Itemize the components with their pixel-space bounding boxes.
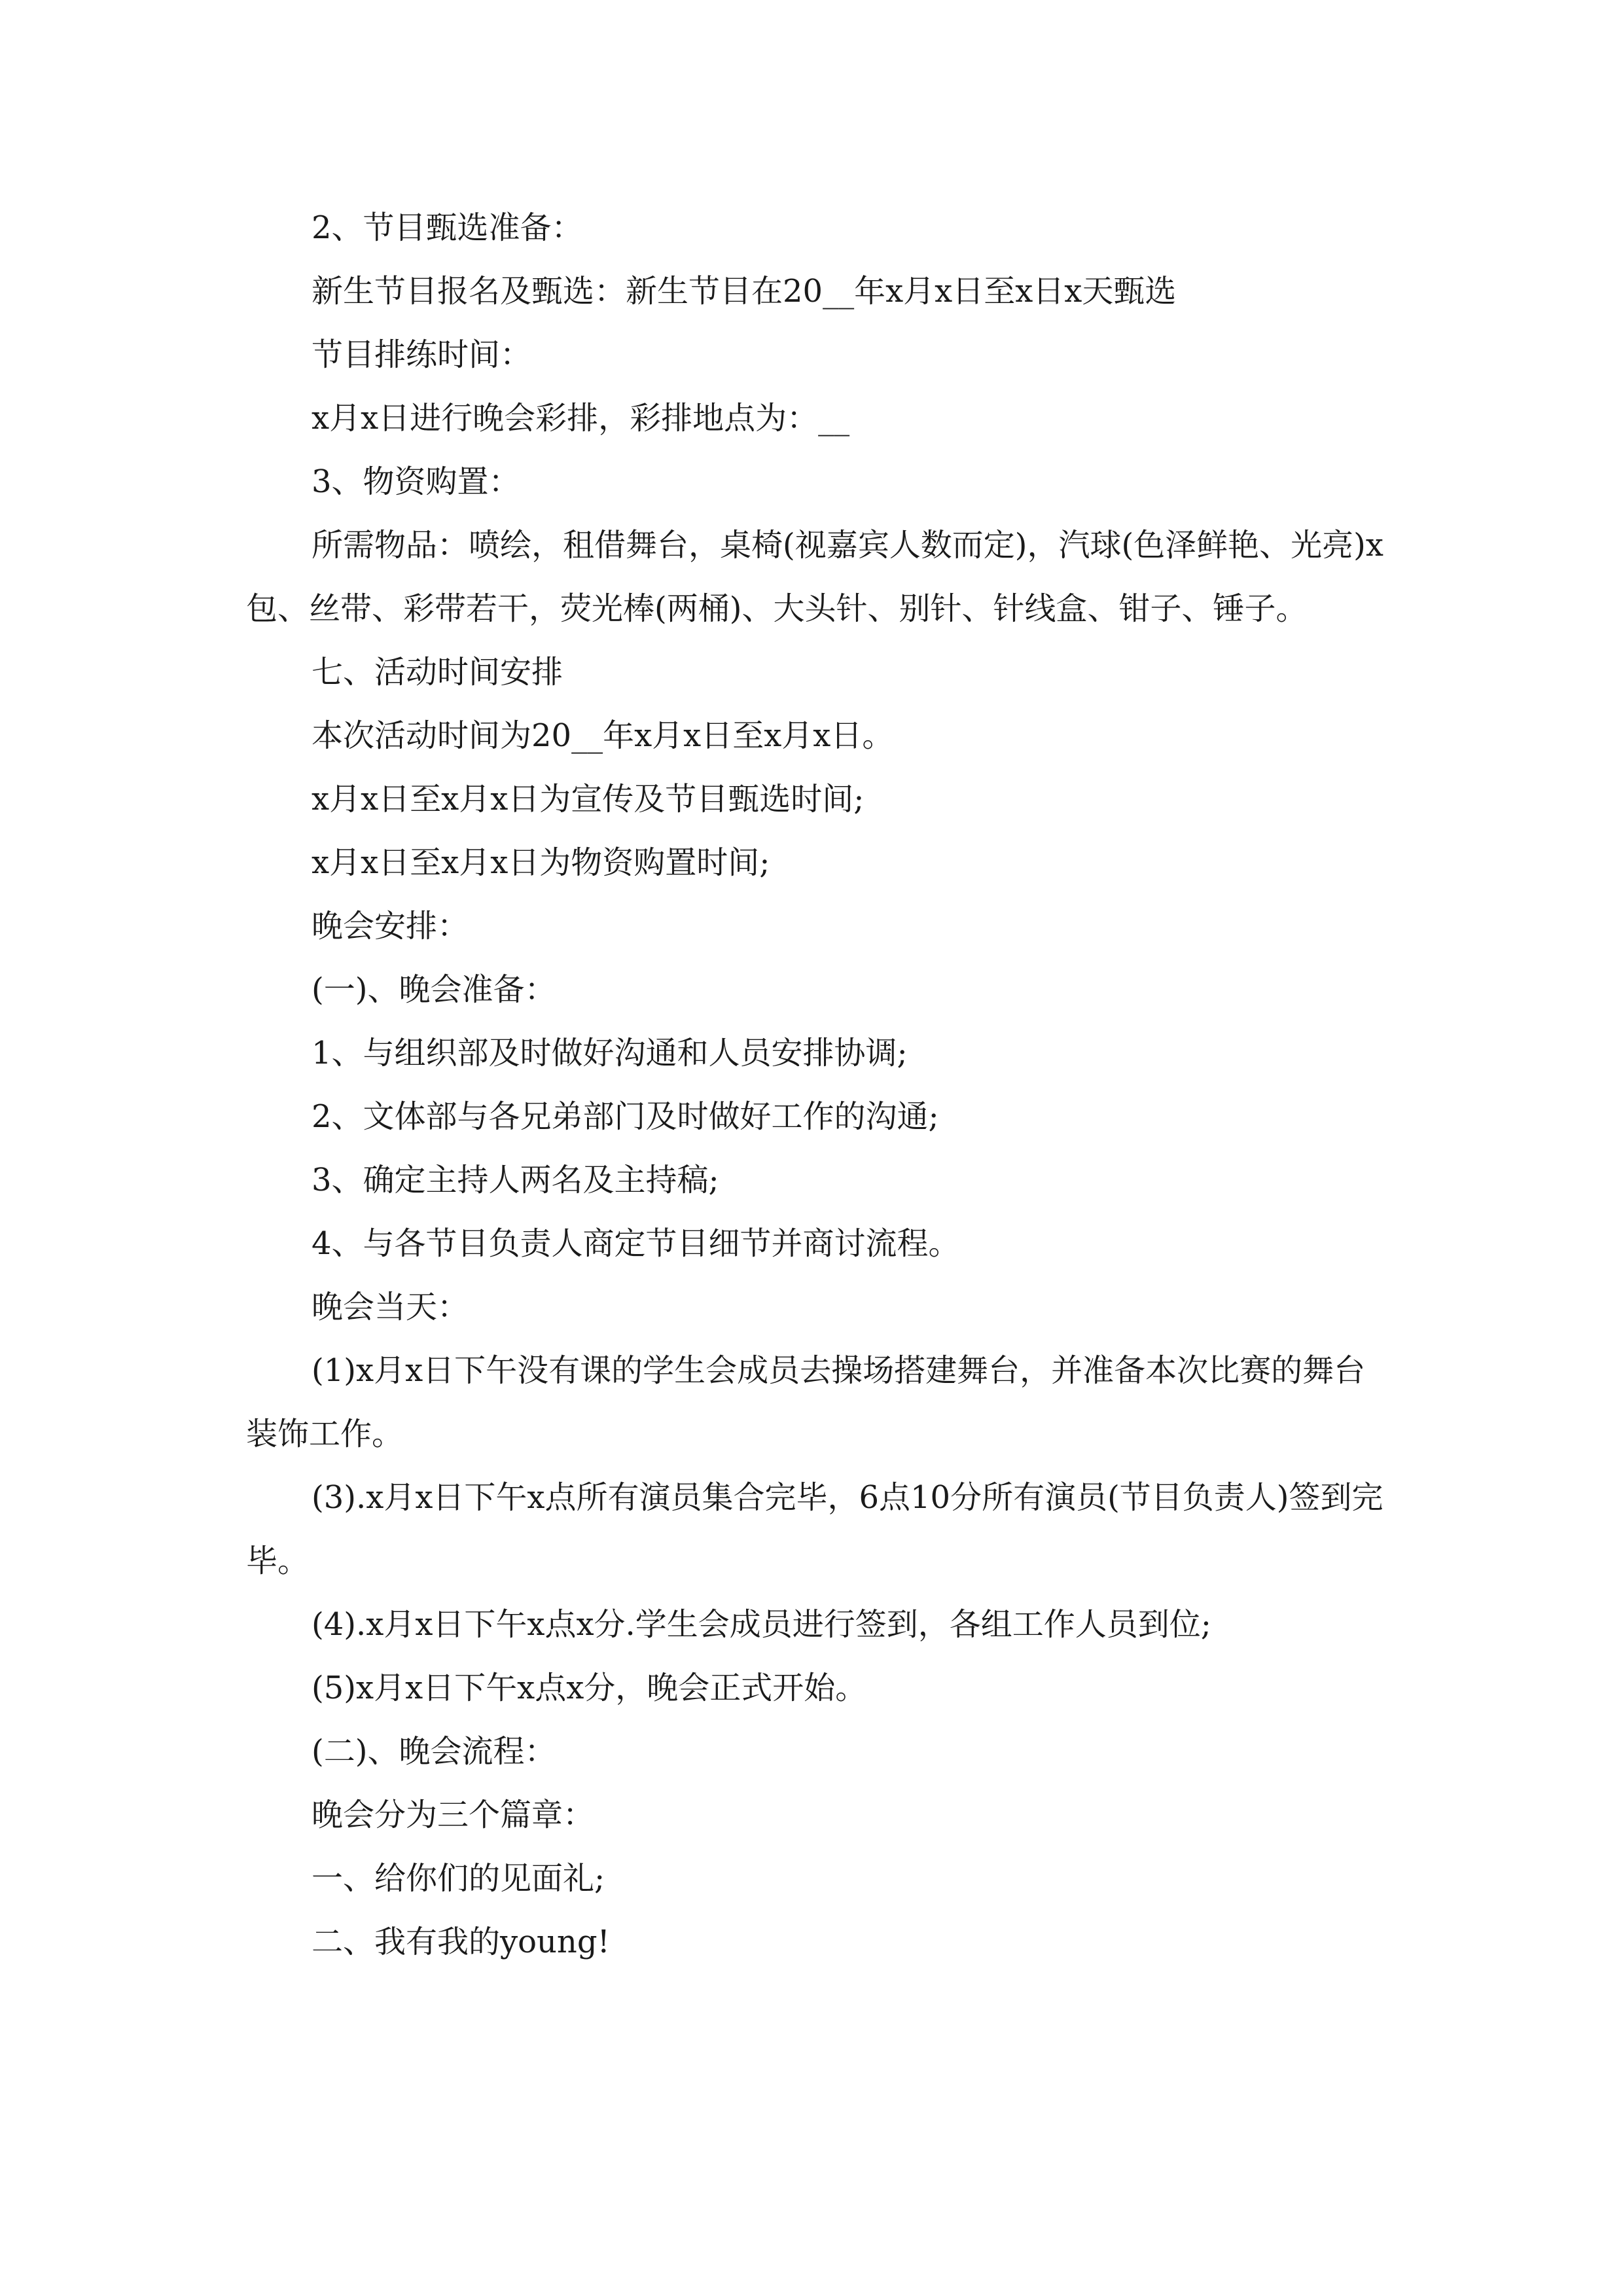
paragraph: x月x日进行晚会彩排，彩排地点为：__ — [312, 400, 850, 437]
paragraph: 2、文体部与各兄弟部门及时做好工作的沟通; — [312, 1098, 939, 1135]
paragraph: (5)x月x日下午x点x分，晚会正式开始。 — [312, 1670, 867, 1706]
paragraph: (二)、晚会流程： — [312, 1733, 556, 1770]
paragraph: 节目排练时间： — [312, 336, 532, 373]
paragraph: 1、与组织部及时做好沟通和人员安排协调; — [312, 1035, 908, 1071]
paragraph: (一)、晚会准备： — [312, 971, 556, 1008]
paragraph: 3、确定主持人两名及主持稿; — [312, 1162, 719, 1198]
document-body — [246, 196, 1385, 1974]
paragraph: 2、节目甄选准备： — [312, 209, 583, 246]
paragraph: x月x日至x月x日为物资购置时间; — [312, 844, 770, 881]
paragraph: 一、给你们的见面礼; — [312, 1860, 605, 1897]
paragraph: 晚会安排： — [312, 908, 469, 944]
paragraph: (3).x月x日下午x点所有演员集合完毕，6点10分所有演员(节目负责人)签到完毕。 — [246, 1479, 1383, 1579]
paragraph: (1)x月x日下午没有课的学生会成员去操场搭建舞台，并准备本次比赛的舞台装饰工作。 — [246, 1352, 1366, 1452]
paragraph: (4).x月x日下午x点x分.学生会成员进行签到，各组工作人员到位; — [312, 1606, 1211, 1643]
section-heading: 七、活动时间安排 — [312, 654, 563, 691]
paragraph: 晚会当天： — [312, 1289, 469, 1325]
paragraph: 4、与各节目负责人商定节目细节并商讨流程。 — [312, 1225, 960, 1262]
paragraph: 新生节目报名及甄选：新生节目在20__年x月x日至x日x天甄选 — [312, 273, 1177, 310]
paragraph: 所需物品：喷绘，租借舞台，桌椅(视嘉宾人数而定)，汽球(色泽鲜艳、光亮)x包、丝带、彩带若干，荧光棒(两桶)、大头针、别针、针线盒、钳子、锤子。 — [246, 527, 1383, 627]
paragraph: 本次活动时间为20__年x月x日至x月x日。 — [312, 717, 894, 754]
paragraph: 晚会分为三个篇章： — [312, 1797, 595, 1833]
paragraph: 二、我有我的young! — [312, 1924, 610, 1960]
paragraph: 3、物资购置： — [312, 463, 520, 500]
paragraph: x月x日至x月x日为宣传及节目甄选时间; — [312, 781, 865, 817]
